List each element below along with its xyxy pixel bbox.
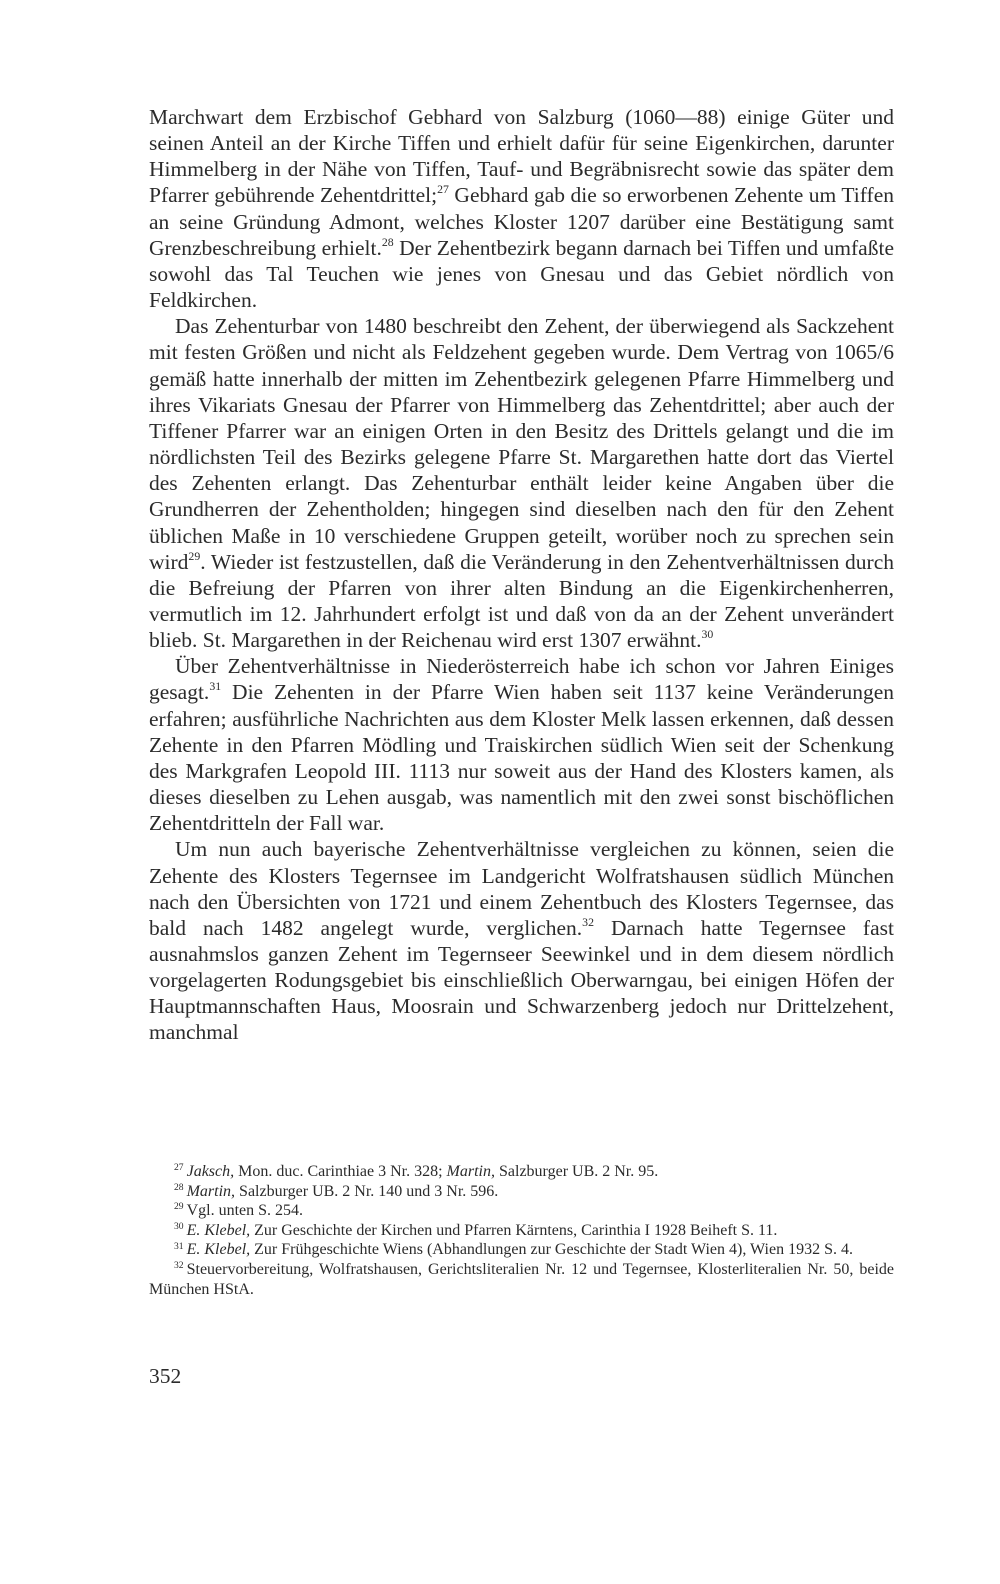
paragraph-text: . Wieder ist festzustellen, daß die Veränderung in den Zehentverhältnissen durch die Befreiung der Pfarren von ihrer alten Bindung an die Eigenkirchenherren, vermutlich im 12. Jahrhundert erfolgt ist und daß von da an der Zehent unverändert blieb. St. Margarethen in der Reichenau wird erst 1307 erwähnt. bbox=[149, 549, 894, 653]
paragraph-2 bbox=[149, 313, 894, 653]
footnote-28 bbox=[149, 1182, 894, 1202]
footnote-number: 29 bbox=[174, 1201, 184, 1213]
footnote-29 bbox=[149, 1201, 894, 1221]
paragraph-text: Um nun auch bayerische Zehentverhältnisse vergleichen zu können, seien die Zehente des Klosters Tegernsee im Landgericht Wolfratshausen südlich München nach den Übersichten von 1721 und einem Zehentbuch des Klosters Tegernsee, das bald nach 1482 angelegt wurde, verglichen. bbox=[149, 837, 894, 940]
footnote-number: 32 bbox=[174, 1260, 184, 1272]
author-name: E. Klebel, bbox=[186, 1241, 251, 1259]
footnote-30 bbox=[149, 1221, 894, 1241]
footnote-ref-30[interactable]: 30 bbox=[701, 627, 714, 642]
paragraph-1 bbox=[149, 104, 894, 313]
paragraph-text: Über Zehentverhältnisse in Niederösterreich habe ich schon vor Jahren Einiges gesagt. bbox=[149, 654, 894, 705]
footnote-text: Zur Geschichte der Kirchen und Pfarren Kärntens, Carinthia I 1928 Beiheft S. 11. bbox=[250, 1221, 778, 1239]
paragraph-text: Der Zehentbezirk begann darnach bei Tiffen und umfaßte sowohl das Tal Teuchen wie jenes von Gnesau und das Gebiet nördlich von Feldkirchen. bbox=[149, 235, 894, 313]
footnote-number: 30 bbox=[174, 1221, 184, 1233]
author-name: Jaksch, bbox=[186, 1163, 235, 1180]
author-name: Martin, bbox=[186, 1182, 236, 1200]
author-name: E. Klebel, bbox=[186, 1221, 251, 1239]
footnote-32 bbox=[149, 1260, 894, 1299]
footnote-number: 31 bbox=[174, 1240, 184, 1252]
footnote-number: 28 bbox=[174, 1181, 184, 1193]
footnote-31 bbox=[149, 1240, 894, 1260]
paragraph-3 bbox=[149, 653, 894, 836]
paragraph-text: Das Zehenturbar von 1480 beschreibt den Zehent, der überwiegend als Sackzehent mit festen Größen und nicht als Feldzehent gegeben wurde. Dem Vertrag von 1065/6 gemäß hatte innerhalb der mitten im Zehentbezirk gelegenen Pfarre Himmelberg und ihres Vikariats Gnesau der Pfarrer von Himmelberg das Zehentdrittel; aber auch der Tiffener Pfarrer war an einigen Orten in den Besitz des Drittels gelangt und die im nördlichsten Teil des Bezirks gelegene Pfarre St. Margarethen hatte dort das Viertel des Zehenten erlangt. Das Zehenturbar enthält leider keine Angaben über die Grundherren der Zehentholden; hingegen sind dieselben nach den für den Zehent üblichen Maße in 10 verschiedene Gruppen geteilt, worüber noch zu sprechen sein wird bbox=[149, 314, 894, 574]
footnotes bbox=[149, 1162, 894, 1299]
body-text bbox=[149, 104, 894, 1046]
page-number: 352 bbox=[149, 1364, 182, 1388]
footnote-number: 27 bbox=[174, 1162, 184, 1174]
paragraph-text: Darnach hatte Tegernsee fast ausnahmslos ganzen Zehent im Tegernseer Seewinkel und in dem diesem nördlich vorgelagerten Rodungsgebiet bis einschließlich Oberwarngau, bei einigen Höfen der Hauptmannschaften Haus, Moosrain und Schwarzenberg jedoch nur Drittelzehent, manchmal bbox=[149, 915, 894, 1045]
paragraph-text: Marchwart dem Erzbischof Gebhard von Salzburg (1060—88) einige Güter und seinen Anteil an der Kirche Tiffen und erhielt dafür für seine Eigenkirchen, darunter Himmelberg in der Nähe von Tiffen, Tauf- und Begräbnisrecht sowie das später dem Pfarrer gebührende Zehentdrittel; bbox=[149, 105, 894, 208]
paragraph-text: Die Zehenten in der Pfarre Wien haben seit 1137 keine Veränderungen erfahren; ausführliche Nachrichten aus dem Kloster Melk lassen erkennen, daß dessen Zehente in den Pfarren Mödling und Traiskirchen südlich Wien seit der Schenkung des Markgrafen Leopold III. 1113 nur soweit aus der Hand des Klosters kamen, als dieses dieselben zu Lehen ausgab, was namentlich mit den zwei sonst bischöflichen Zehentdritteln der Fall war. bbox=[149, 680, 894, 836]
footnote-text: Vgl. unten S. 254. bbox=[186, 1202, 304, 1220]
footnote-text: Salzburger UB. 2 Nr. 95. bbox=[495, 1163, 659, 1180]
footnote-27 bbox=[149, 1162, 894, 1182]
footnote-ref-32[interactable]: 32 bbox=[582, 914, 594, 929]
footnote-text: Mon. duc. Carinthiae 3 Nr. 328; bbox=[234, 1163, 447, 1180]
footnote-ref-27[interactable]: 27 bbox=[437, 182, 449, 197]
author-name: Martin, bbox=[446, 1163, 495, 1180]
footnote-text: Zur Frühgeschichte Wiens (Abhandlungen zur Geschichte der Stadt Wien 4), Wien 1932 S. 4. bbox=[250, 1241, 853, 1259]
footnote-text: Salzburger UB. 2 Nr. 140 und 3 Nr. 596. bbox=[235, 1182, 499, 1200]
footnote-ref-28[interactable]: 28 bbox=[381, 234, 394, 249]
footnote-ref-31[interactable]: 31 bbox=[209, 679, 222, 694]
footnote-text: Steuervorbereitung, Wolfratshausen, Gerichtsliteralien Nr. 12 und Tegernsee, Klosterliteralien Nr. 50, beide München HStA. bbox=[149, 1260, 894, 1298]
paragraph-4 bbox=[149, 836, 894, 1045]
paragraph-text: Gebhard gab die so erworbenen Zehente um Tiffen an seine Gründung Admont, welches Kloster 1207 darüber eine Bestätigung samt Grenzbeschreibung erhielt. bbox=[149, 183, 894, 260]
footnote-ref-29[interactable]: 29 bbox=[188, 548, 201, 563]
